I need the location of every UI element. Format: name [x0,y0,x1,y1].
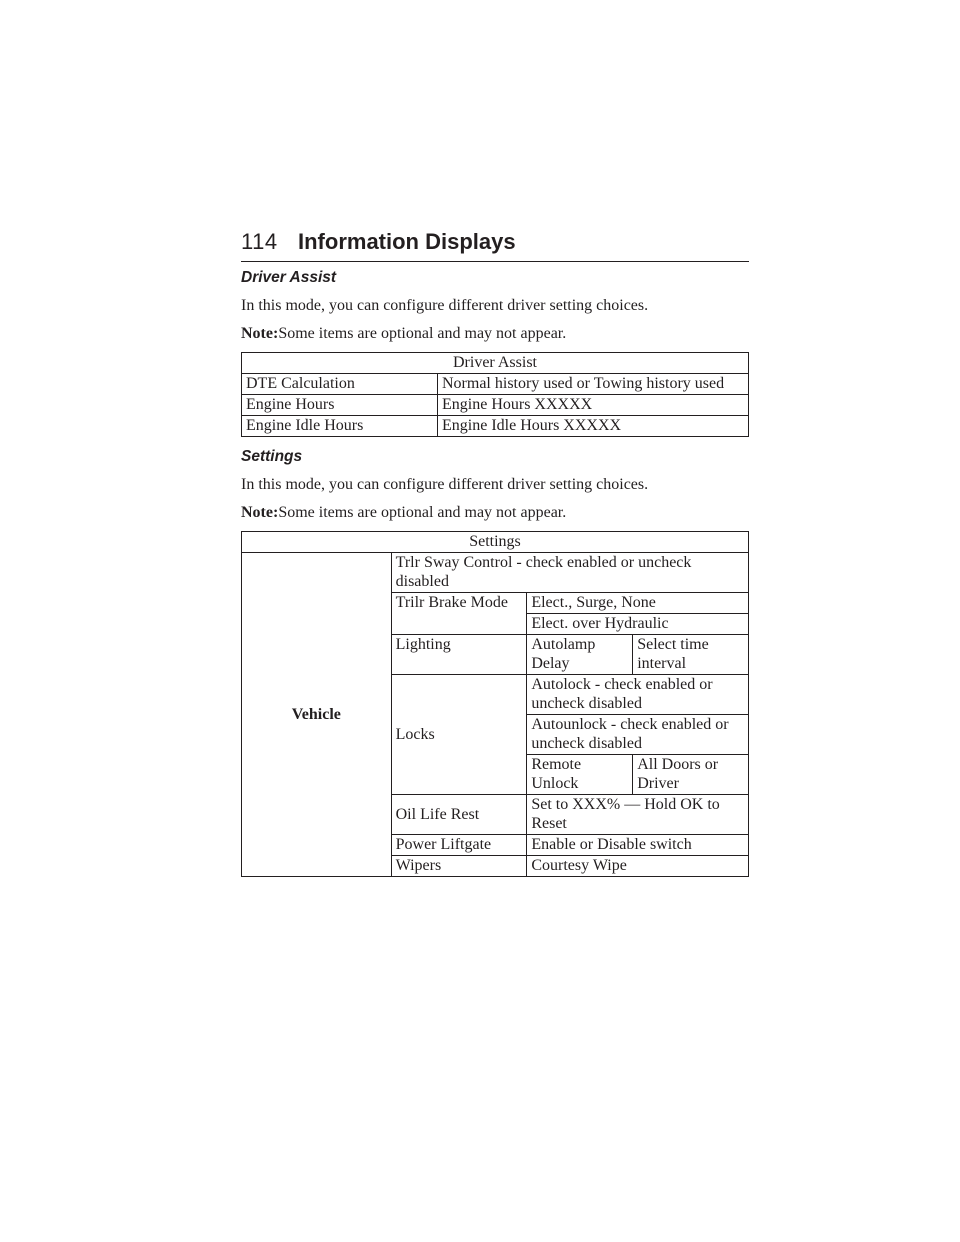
table-cell: Select time interval [633,635,749,675]
table-caption-row [242,353,749,374]
page-number: 114 [241,229,278,254]
page-title: Information Displays [298,229,516,254]
table-cell: Elect. over Hydraulic [527,614,749,635]
driver-assist-heading: Driver Assist [241,269,337,286]
table-cell: Locks [391,675,527,795]
driver-assist-note [241,324,749,344]
settings-note [241,503,749,523]
table-cell: Engine Idle Hours XXXXX [438,416,749,437]
table-cell: Elect., Surge, None [527,593,749,614]
table-cell: Lighting [391,635,527,675]
table-row [242,553,749,593]
table-cell: Oil Life Rest [391,795,527,835]
table-cell: Engine Hours XXXXX [438,395,749,416]
table-cell: Power Liftgate [391,835,527,856]
driver-assist-table [241,352,749,437]
note-label: Note: [241,325,279,342]
page-content [241,268,749,887]
note-text: Some items are optional and may not appear. [278,325,567,342]
table-cell: DTE Calculation [242,374,438,395]
page-header [241,229,749,262]
table-cell: Enable or Disable switch [527,835,749,856]
table-row [242,416,749,437]
table-cell: Autolamp Delay [527,635,633,675]
table-cell: Set to XXX% — Hold OK to Reset [527,795,749,835]
table-cell: Autolock - check enabled or uncheck disabled [527,675,749,715]
table-row [242,395,749,416]
note-label: Note: [241,504,279,521]
settings-heading: Settings [241,448,303,465]
settings-intro: In this mode, you can configure different driver setting choices. [241,476,649,493]
table-caption: Driver Assist [242,353,749,374]
table-cell: Trlr Sway Control - check enabled or uncheck disabled [391,553,748,593]
driver-assist-intro: In this mode, you can configure different driver setting choices. [241,297,649,314]
table-caption: Settings [242,532,749,553]
note-text: Some items are optional and may not appear. [278,504,567,521]
table-cell: All Doors or Driver [633,755,749,795]
table-cell: Normal history used or Towing history used [438,374,749,395]
table-row [242,374,749,395]
table-cell: Autounlock - check enabled or uncheck disabled [527,715,749,755]
table-cell: Remote Unlock [527,755,633,795]
vehicle-group-cell: Vehicle [242,553,392,877]
settings-table [241,531,749,877]
table-caption-row [242,532,749,553]
table-cell: Wipers [391,856,527,877]
table-cell: Engine Idle Hours [242,416,438,437]
table-cell: Engine Hours [242,395,438,416]
table-cell: Courtesy Wipe [527,856,749,877]
table-cell: Trilr Brake Mode [391,593,527,635]
